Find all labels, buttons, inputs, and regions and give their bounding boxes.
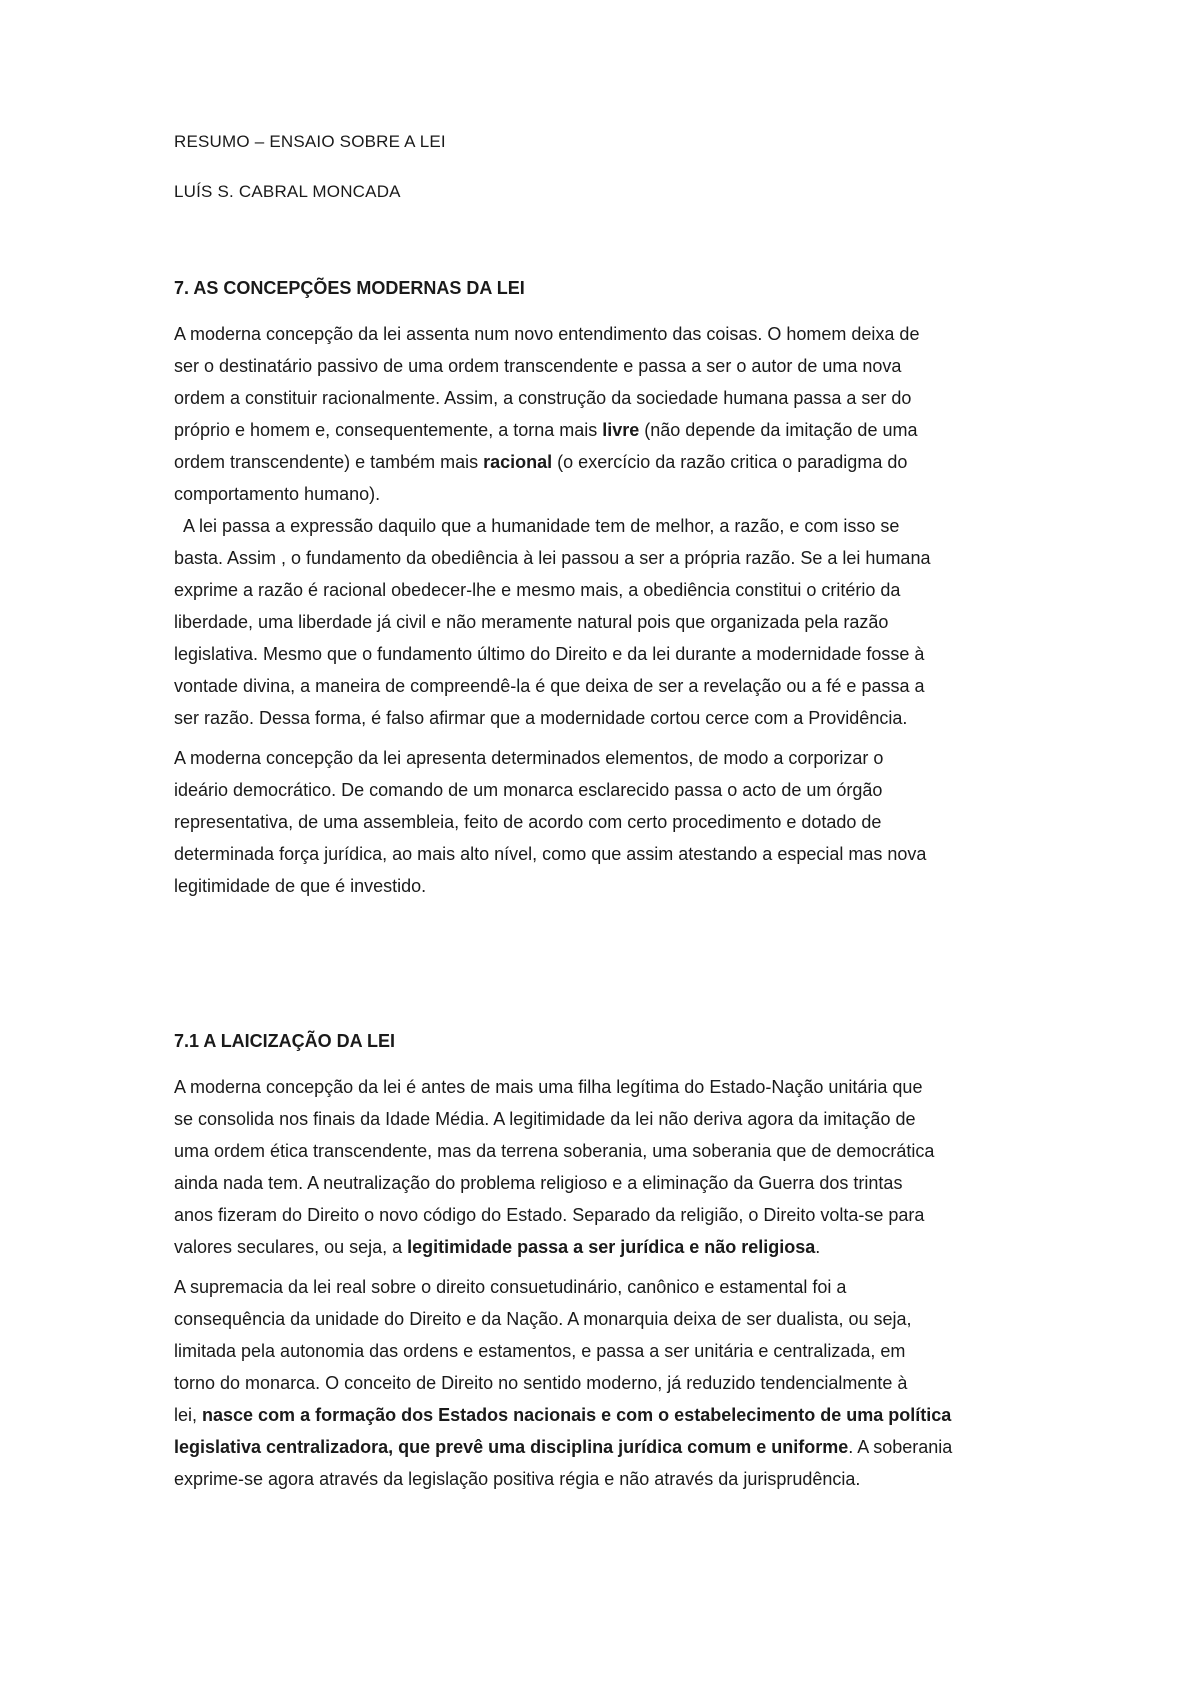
text-line: basta. Assim , o fundamento da obediência à lei passou a ser a própria razão. Se a lei humana: [174, 548, 931, 568]
text-line: [174, 1399, 1046, 1431]
text-line: [174, 1231, 1046, 1263]
text-line: representativa, de uma assembleia, feito de acordo com certo procedimento e dotado de: [174, 812, 882, 832]
text-line: ser o destinatário passivo de uma ordem transcendente e passa a ser o autor de uma nova: [174, 356, 902, 376]
document-author: LUÍS S. CABRAL MONCADA: [174, 182, 401, 201]
text-line: exprime-se agora através da legislação positiva régia e não através da jurisprudência.: [174, 1469, 861, 1489]
text-span: ordem transcendente) e também mais: [174, 452, 484, 472]
paragraph: [174, 510, 1046, 734]
text-span: (não depende da imitação de uma: [639, 420, 918, 440]
text-line: [174, 1431, 1046, 1463]
paragraph: [174, 742, 1046, 902]
text-span: lei,: [174, 1405, 203, 1425]
text-line: A supremacia da lei real sobre o direito consuetudinário, canônico e estamental foi a: [174, 1277, 847, 1297]
text-line: A moderna concepção da lei apresenta determinados elementos, de modo a corporizar o: [174, 748, 884, 768]
paragraph: [174, 1071, 1046, 1263]
text-line: determinada força jurídica, ao mais alto nível, como que assim atestando a especial mas nova: [174, 844, 927, 864]
paragraph: [174, 1271, 1046, 1495]
text-span: . A soberania: [848, 1437, 953, 1457]
text-line: ser razão. Dessa forma, é falso afirmar que a modernidade cortou cerce com a Providência.: [174, 708, 908, 728]
text-line: consequência da unidade do Direito e da Nação. A monarquia deixa de ser dualista, ou seja,: [174, 1309, 912, 1329]
text-line: limitada pela autonomia das ordens e estamentos, e passa a ser unitária e centralizada, em: [174, 1341, 906, 1361]
text-line: anos fizeram do Direito o novo código do Estado. Separado da religião, o Direito volta-se para: [174, 1205, 925, 1225]
text-line: ideário democrático. De comando de um monarca esclarecido passa o acto de um órgão: [174, 780, 883, 800]
text-line: ainda nada tem. A neutralização do problema religioso e a eliminação da Guerra dos trintas: [174, 1173, 903, 1193]
section-heading-laicizacao: 7.1 A LAICIZAÇÃO DA LEI: [174, 1031, 396, 1051]
text-line: comportamento humano).: [174, 484, 381, 504]
bold-span: livre: [602, 420, 640, 440]
bold-span: legislativa centralizadora, que prevê uma disciplina jurídica comum e uniforme: [174, 1437, 849, 1457]
section-heading-concepcoes: 7. AS CONCEPÇÕES MODERNAS DA LEI: [174, 278, 525, 298]
text-line: liberdade, uma liberdade já civil e não meramente natural pois que organizada pela razão: [174, 612, 889, 632]
text-line: legislativa. Mesmo que o fundamento último do Direito e da lei durante a modernidade fosse à: [174, 644, 925, 664]
text-line: A lei passa a expressão daquilo que a humanidade tem de melhor, a razão, e com isso se: [174, 516, 900, 536]
text-line: ordem a constituir racionalmente. Assim, a construção da sociedade humana passa a ser do: [174, 388, 912, 408]
text-span: (o exercício da razão critica o paradigma do: [552, 452, 908, 472]
text-span: .: [815, 1237, 821, 1257]
text-line: A moderna concepção da lei assenta num novo entendimento das coisas. O homem deixa de: [174, 324, 920, 344]
text-line: se consolida nos finais da Idade Média. A legitimidade da lei não deriva agora da imitação de: [174, 1109, 916, 1129]
bold-span: nasce com a formação dos Estados nacionais e com o estabelecimento de uma política: [202, 1405, 952, 1425]
bold-span: racional: [483, 452, 553, 472]
text-line: A moderna concepção da lei é antes de mais uma filha legítima do Estado-Nação unitária que: [174, 1077, 923, 1097]
text-line: torno do monarca. O conceito de Direito no sentido moderno, já reduzido tendencialmente à: [174, 1373, 908, 1393]
text-line: [174, 446, 1046, 478]
text-line: exprime a razão é racional obedecer-lhe e mesmo mais, a obediência constitui o critério da: [174, 580, 901, 600]
paragraph: [174, 318, 1046, 510]
text-line: [174, 414, 1046, 446]
document-title: RESUMO – ENSAIO SOBRE A LEI: [174, 132, 446, 151]
text-span: valores seculares, ou seja, a: [174, 1237, 408, 1257]
text-line: uma ordem ética transcendente, mas da terrena soberania, uma soberania que de democrática: [174, 1141, 935, 1161]
text-line: legitimidade de que é investido.: [174, 876, 427, 896]
bold-span: legitimidade passa a ser jurídica e não religiosa: [407, 1237, 816, 1257]
text-line: vontade divina, a maneira de compreendê-la é que deixa de ser a revelação ou a fé e passa a: [174, 676, 925, 696]
text-span: próprio e homem e, consequentemente, a torna mais: [174, 420, 603, 440]
